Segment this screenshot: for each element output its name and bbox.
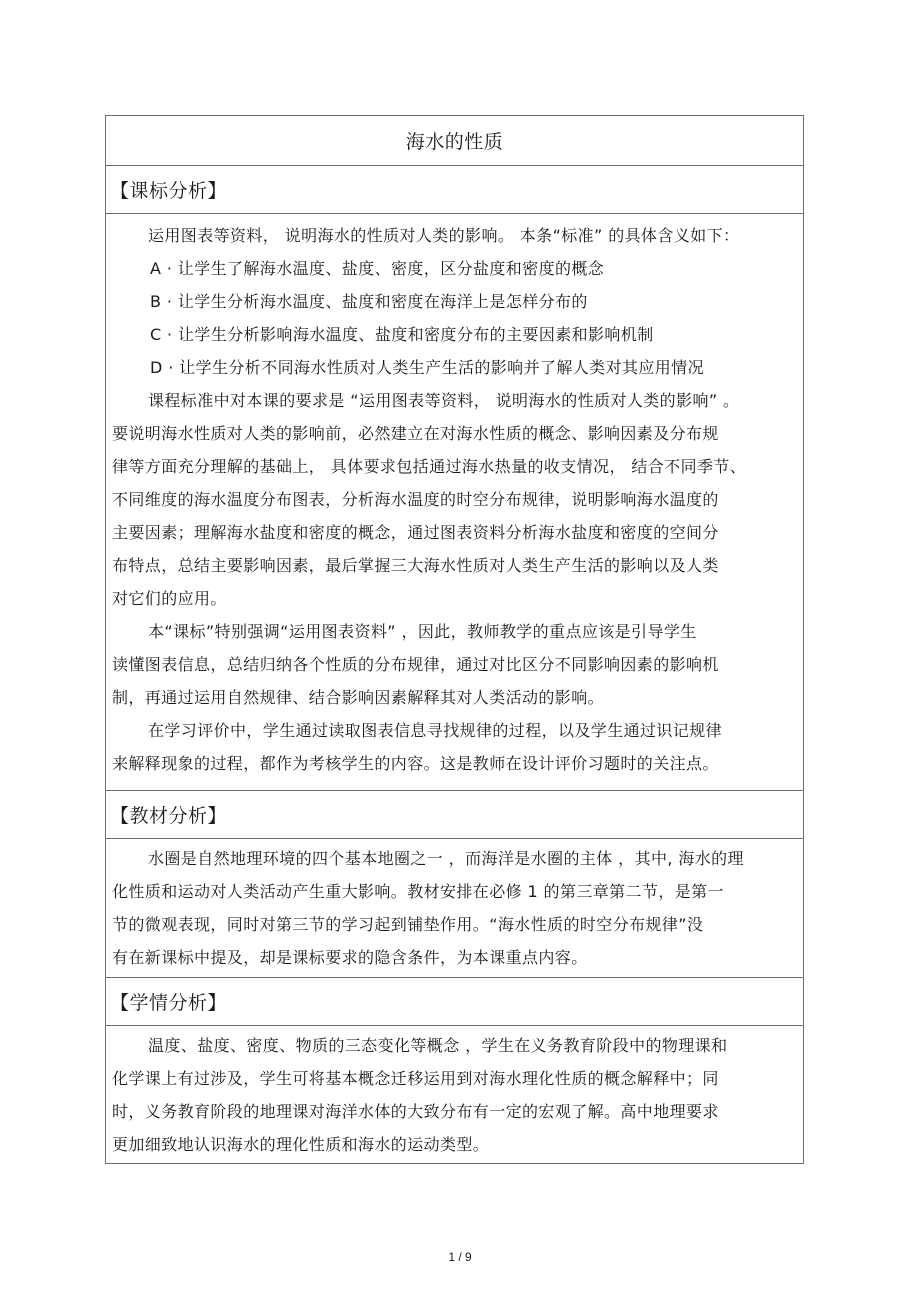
paragraph-line: 水圈是自然地理环境的四个基本地圈之一 ，而海洋是水圈的主体 ，其中, 海水的理 (148, 849, 744, 868)
paragraph-line: 主要因素；理解海水盐度和密度的概念，通过图表资料分析海水盐度和密度的空间分 (112, 523, 719, 542)
document-title (106, 116, 803, 165)
paragraph-line: 有在新课标中提及，却是课标要求的隐含条件，为本课重点内容。 (112, 948, 588, 967)
paragraph-line: 布特点，总结主要影响因素，最后掌握三大海水性质对人类生产生活的影响以及人类 (112, 556, 719, 575)
paragraph-line: 要说明海水性质对人类的影响前，必然建立在对海水性质的概念、影响因素及分布规 (112, 424, 719, 443)
paragraph-line: 化学课上有过涉及，学生可将基本概念迁移运用到对海水理化性质的概念解释中；同 (112, 1069, 719, 1088)
paragraph-line: 来解释现象的过程，都作为考核学生的内容。这是教师在设计评价习题时的关注点。 (112, 754, 719, 773)
section-heading-curriculum: 【课标分析】 (106, 165, 803, 213)
paragraph-line: 时，义务教育阶段的地理课对海洋水体的大致分布有一定的宏观了解。高中地理要求 (112, 1102, 719, 1121)
list-item-d: D · 让学生分析不同海水性质对人类生产生活的影响并了解人类对其应用情况 (150, 358, 704, 377)
paragraph-line: 化性质和运动对人类活动产生重大影响。教材安排在必修 1 的第三章第二节，是第一 (112, 882, 724, 901)
paragraph-line: 更加细致地认识海水的理化性质和海水的运动类型。 (112, 1135, 490, 1154)
paragraph-line: 本“课标”特别强调“运用图表资料” ，因此，教师教学的重点应该是引导学生 (148, 622, 697, 641)
list-item-c: C · 让学生分析影响海水温度、盐度和密度分布的主要因素和影响机制 (150, 325, 654, 344)
section-body-textbook (106, 838, 803, 977)
title-text: 海水的性质 (405, 131, 504, 153)
paragraph-line: 读懂图表信息，总结归纳各个性质的分布规律，通过对比区分不同影响因素的影响机 (112, 655, 719, 674)
lesson-plan-table (105, 115, 804, 1164)
paragraph-line: 温度、盐度、密度、物质的三态变化等概念 ，学生在义务教育阶段中的物理课和 (148, 1036, 728, 1055)
paragraph-line: 节的微观表现，同时对第三节的学习起到铺垫作用。“海水性质的时空分布规律”没 (112, 915, 704, 934)
paragraph-line: 对它们的应用。 (112, 589, 227, 608)
paragraph-line: 运用图表等资料， 说明海水的性质对人类的影响。 本条“标准” 的具体含义如下： (148, 226, 740, 245)
list-item-b: B · 让学生分析海水温度、盐度和密度在海洋上是怎样分布的 (150, 292, 588, 311)
paragraph-line: 制，再通过运用自然规律、结合影响因素解释其对人类活动的影响。 (112, 688, 605, 707)
section-body-students (106, 1025, 803, 1163)
section-heading-textbook: 【教材分析】 (106, 790, 803, 838)
section-body-curriculum (106, 213, 803, 790)
paragraph-line: 不同维度的海水温度分布图表，分析海水温度的时空分布规律，说明影响海水温度的 (112, 490, 719, 509)
section-heading-students: 【学情分析】 (106, 977, 803, 1025)
paragraph-line: 在学习评价中，学生通过读取图表信息寻找规律的过程，以及学生通过识记规律 (148, 721, 723, 740)
paragraph-line: 律等方面充分理解的基础上， 具体要求包括通过海水热量的收支情况， 结合不同季节、 (112, 457, 747, 476)
list-item-a: A · 让学生了解海水温度、盐度、密度，区分盐度和密度的概念 (150, 259, 605, 278)
page-number: 1 / 9 (448, 1250, 472, 1264)
paragraph-line: 课程标准中对本课的要求是 “运用图表等资料， 说明海水的性质对人类的影响” 。 (148, 391, 740, 410)
